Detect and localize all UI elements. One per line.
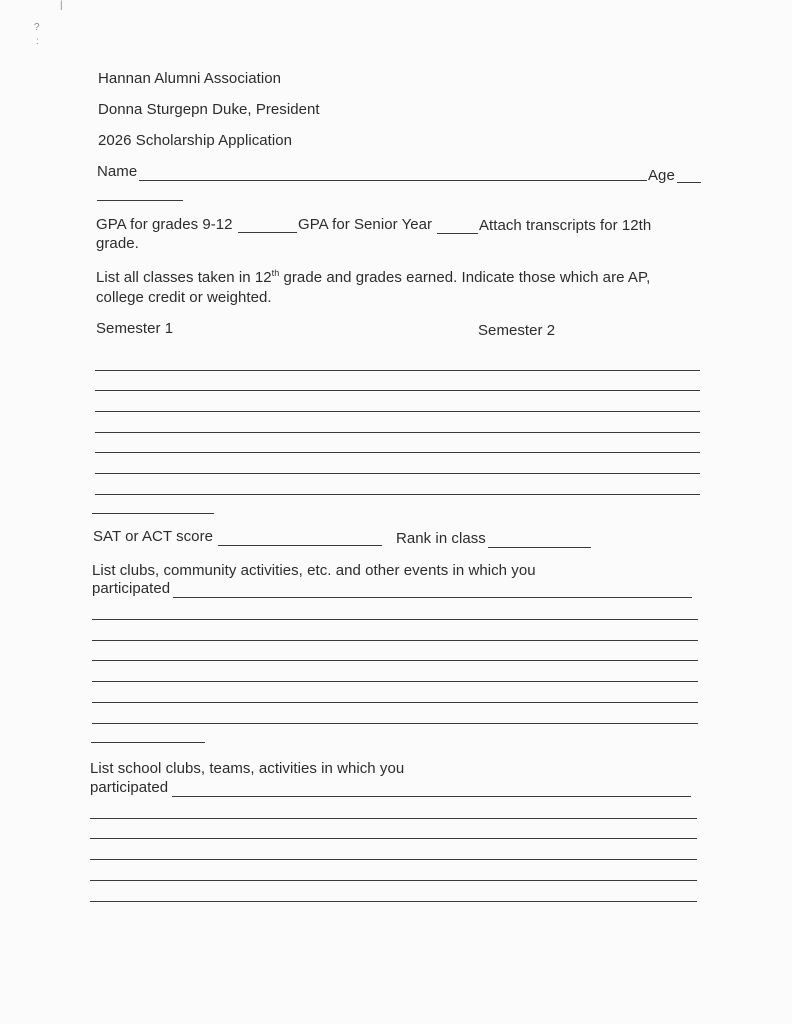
classes-line[interactable]: [95, 390, 700, 391]
scan-mark: ?: [34, 22, 40, 33]
president-line: Donna Sturgepn Duke, President: [98, 101, 320, 118]
form-title: 2026 Scholarship Application: [98, 132, 293, 149]
sat-act-field[interactable]: [218, 545, 382, 546]
classes-instruction-sup: th: [271, 268, 280, 278]
school-line[interactable]: [90, 859, 697, 860]
school-prompt-line2: participated: [90, 779, 169, 796]
semester2-label: Semester 2: [478, 322, 556, 339]
org-name: Hannan Alumni Association: [98, 70, 282, 87]
community-line[interactable]: [92, 723, 698, 724]
classes-line-short[interactable]: [92, 513, 214, 514]
school-line[interactable]: [90, 838, 697, 839]
school-line[interactable]: [90, 880, 697, 881]
classes-line[interactable]: [95, 432, 700, 433]
community-line[interactable]: [92, 640, 698, 641]
attach-transcripts-label-cont: grade.: [96, 235, 139, 252]
rank-label: Rank in class: [396, 530, 486, 547]
attach-transcripts-label: Attach transcripts for 12th: [479, 217, 652, 234]
name-label: Name: [97, 163, 138, 180]
community-line-short[interactable]: [91, 742, 205, 743]
classes-instruction-line2: college credit or weighted.: [96, 289, 272, 306]
classes-instruction: [96, 269, 650, 287]
gpa-senior-field[interactable]: [437, 233, 478, 234]
gpa-912-field[interactable]: [238, 232, 297, 233]
rank-field[interactable]: [488, 547, 591, 548]
name-field[interactable]: [139, 180, 647, 181]
community-line[interactable]: [92, 619, 698, 620]
age-label: Age: [648, 167, 675, 184]
community-line[interactable]: [92, 660, 698, 661]
school-field[interactable]: [172, 796, 691, 797]
community-prompt-line2: participated: [92, 580, 171, 597]
classes-line[interactable]: [95, 452, 700, 453]
school-prompt: List school clubs, teams, activities in which you: [90, 760, 405, 777]
community-line[interactable]: [92, 702, 698, 703]
community-line[interactable]: [92, 681, 698, 682]
community-prompt: List clubs, community activities, etc. and other events in which you: [92, 562, 536, 579]
gpa-912-label: GPA for grades 9-12: [96, 216, 233, 233]
gpa-senior-label: GPA for Senior Year: [298, 216, 433, 233]
classes-line[interactable]: [95, 370, 700, 371]
scan-mark: |: [60, 0, 63, 11]
classes-instruction-part1: List all classes taken in 12: [96, 269, 272, 286]
age-field-continuation[interactable]: [97, 200, 183, 201]
scan-mark: :: [36, 36, 39, 47]
school-line[interactable]: [90, 901, 697, 902]
classes-line[interactable]: [95, 473, 700, 474]
age-field[interactable]: [677, 182, 701, 183]
sat-act-label: SAT or ACT score: [93, 528, 214, 545]
classes-line[interactable]: [95, 494, 700, 495]
school-line[interactable]: [90, 818, 697, 819]
community-field[interactable]: [173, 597, 692, 598]
classes-line[interactable]: [95, 411, 700, 412]
classes-instruction-part2: grade and grades earned. Indicate those which are AP,: [279, 269, 651, 286]
semester1-label: Semester 1: [96, 320, 174, 337]
